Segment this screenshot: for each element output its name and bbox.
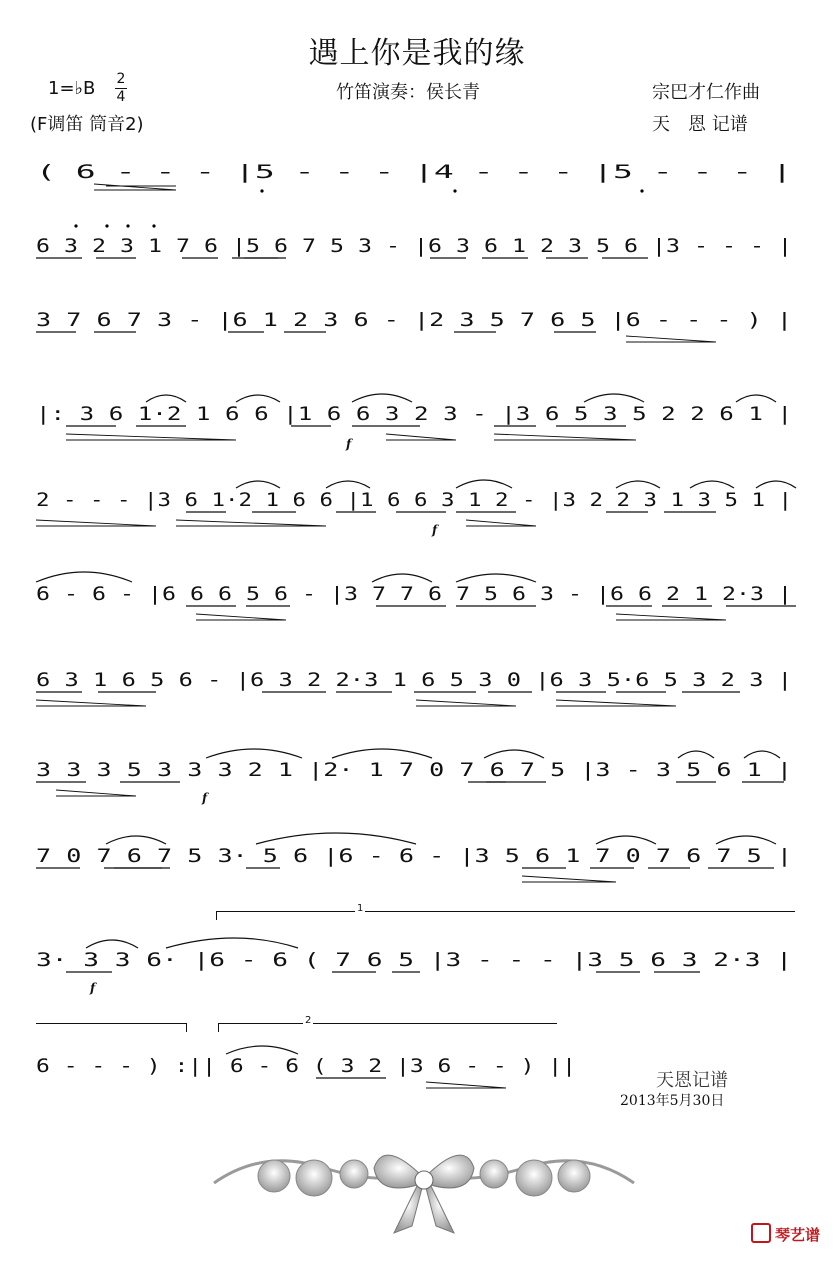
- score-row: [36, 842, 798, 882]
- key-signature: 1=♭B: [48, 78, 96, 99]
- score-row-text: ( 6 - - - |5 - - - |4 - - - |5 - - - |: [36, 161, 792, 183]
- time-sig-top: 2: [116, 71, 126, 87]
- svg-text:f: f: [90, 981, 96, 995]
- score-row-graphics: [36, 158, 798, 198]
- volta-label-2: 2: [305, 1015, 312, 1026]
- svg-text:f: f: [346, 437, 352, 451]
- transcriber-credit: 天 恩 记谱: [652, 114, 748, 135]
- bow-ornament-icon: [204, 1128, 644, 1238]
- score-row-graphics: [36, 306, 798, 346]
- song-title: 遇上你是我的缘: [308, 36, 526, 71]
- volta-bracket-2: [218, 1015, 557, 1032]
- score-row: [36, 946, 798, 995]
- stamp-date: 2013年5月30日: [620, 1093, 725, 1109]
- score-row-graphics: [36, 842, 798, 882]
- volta-bracket-1: [216, 903, 795, 920]
- time-sig-bottom: 4: [116, 89, 126, 105]
- brand-logo: [751, 1223, 820, 1245]
- score-row: [36, 486, 798, 537]
- score-row-text: 3 3 3 5 3 3 3 2 1 |2· 1 7 0 7 6 7 5 |3 - 3 5 6 1 |: [36, 759, 792, 781]
- score-row: [36, 756, 798, 805]
- score-row-graphics: [36, 756, 798, 805]
- time-signature: [115, 72, 127, 105]
- score-row-text: 6 3 2 3 1 7 6 |5 6 7 5 3 - |6 3 6 1 2 3 5 6 |3 - - - |: [36, 235, 793, 257]
- score-row-graphics: [36, 580, 798, 620]
- score-row-text: 3· 3 3 6· |6 - 6 ( 7 6 5 |3 - - - |3 5 6 3 2·3 |: [36, 949, 792, 971]
- score-row: [36, 306, 798, 346]
- score-row-graphics: [36, 666, 798, 706]
- score-row: [36, 158, 798, 198]
- score-row-graphics: [36, 486, 798, 537]
- volta-bracket-end-1: [36, 1023, 187, 1032]
- volta-label-1: 1: [357, 903, 364, 914]
- score-row-graphics: [36, 232, 798, 272]
- brand-name: 琴艺谱: [774, 1226, 820, 1244]
- score-row: [36, 666, 798, 706]
- score-row: [36, 400, 798, 451]
- score-row-text: 3 7 6 7 3 - |6 1 2 3 6 - |2 3 5 7 6 5 |6 - - - ) |: [36, 309, 792, 331]
- score-row: [36, 232, 798, 272]
- score-row: [36, 580, 798, 620]
- svg-text:f: f: [202, 791, 208, 805]
- flute-type: (F调笛 筒音2): [30, 114, 144, 135]
- score-row-text: 6 3 1 6 5 6 - |6 3 2 2·3 1 6 5 3 0 |6 3 5·6 5 3 2 3 |: [36, 669, 792, 691]
- brand-mark-icon: [751, 1223, 771, 1243]
- score-row-text: |: 3 6 1·2 1 6 6 |1 6 6 3 2 3 - |3 6 5 3 5 2 2 6 1 |: [36, 403, 792, 425]
- performer-credit: 竹笛演奏：侯长青: [336, 82, 480, 103]
- stamp-name: 天恩记谱: [656, 1070, 728, 1091]
- score-row-text: 2 - - - |3 6 1·2 1 6 6 |1 6 6 3 1 2 - |3 2 2 3 1 3 5 1 |: [36, 489, 792, 511]
- composer-credit: 宗巴才仁作曲: [652, 82, 760, 103]
- score-row-text: 7 0 7 6 7 5 3· 5 6 |6 - 6 - |3 5 6 1 7 0 7 6 7 5 |: [36, 845, 792, 867]
- score-row-graphics: [36, 946, 798, 995]
- score-row-text: 6 - - - ) :|| 6 - 6 ( 3 2 |3 6 - - ) ||: [36, 1055, 576, 1077]
- score-row-text: 6 - 6 - |6 6 6 5 6 - |3 7 7 6 7 5 6 3 - |6 6 2 1 2·3 |: [36, 583, 793, 605]
- svg-text:f: f: [432, 523, 438, 537]
- score-row-graphics: [36, 400, 798, 451]
